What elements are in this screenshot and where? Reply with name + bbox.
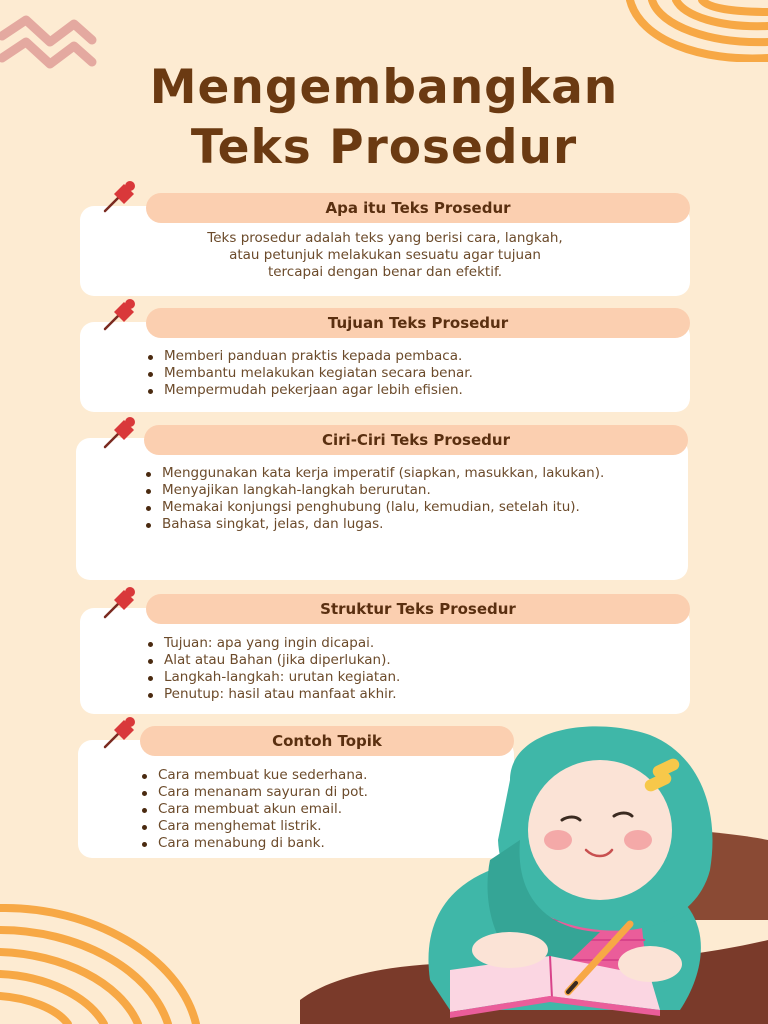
list-item: Cara membuat akun email. xyxy=(138,801,508,818)
definition-line: Teks prosedur adalah teks yang berisi cara, langkah, xyxy=(207,230,563,246)
list-item: Memberi panduan praktis kepada pembaca. xyxy=(144,348,664,365)
list-item: Penutup: hasil atau manfaat akhir. xyxy=(144,686,664,703)
list-item: Bahasa singkat, jelas, dan lugas. xyxy=(142,516,642,533)
pushpin-icon xyxy=(100,716,140,752)
definition-paragraph xyxy=(100,230,670,281)
list-item: Menyajikan langkah-langkah berurutan. xyxy=(142,482,642,499)
list-item: Langkah-langkah: urutan kegiatan. xyxy=(144,669,664,686)
list-item: Cara menabung di bank. xyxy=(138,835,508,852)
pushpin-icon xyxy=(100,416,140,452)
purpose-list xyxy=(144,348,664,399)
list-item: Memakai konjungsi penghubung (lalu, kemudian, setelah itu). xyxy=(142,499,642,516)
section-heading-characteristics: Ciri-Ciri Teks Prosedur xyxy=(144,425,688,455)
title-line-2: Teks Prosedur xyxy=(190,120,578,175)
list-item: Tujuan: apa yang ingin dicapai. xyxy=(144,635,664,652)
list-item: Membantu melakukan kegiatan secara benar. xyxy=(144,365,664,382)
section-heading-examples: Contoh Topik xyxy=(140,726,514,756)
page-title xyxy=(0,58,768,178)
characteristics-list xyxy=(142,465,642,533)
list-item: Cara menanam sayuran di pot. xyxy=(138,784,508,801)
list-item: Alat atau Bahan (jika diperlukan). xyxy=(144,652,664,669)
list-item: Mempermudah pekerjaan agar lebih efisien. xyxy=(144,382,664,399)
title-line-1: Mengembangkan xyxy=(149,60,619,115)
section-heading-definition: Apa itu Teks Prosedur xyxy=(146,193,690,223)
section-heading-purpose: Tujuan Teks Prosedur xyxy=(146,308,690,338)
arcs-decoration-top-right xyxy=(620,0,768,62)
list-item: Menggunakan kata kerja imperatif (siapkan, masukkan, lakukan). xyxy=(142,465,642,482)
section-heading-structure: Struktur Teks Prosedur xyxy=(146,594,690,624)
list-item: Cara menghemat listrik. xyxy=(138,818,508,835)
girl-writing-illustration xyxy=(300,720,768,1024)
pushpin-icon xyxy=(100,180,140,216)
list-item: Cara membuat kue sederhana. xyxy=(138,767,508,784)
definition-line: atau petunjuk melakukan sesuatu agar tujuan xyxy=(229,247,541,263)
arcs-decoration-bottom-left xyxy=(0,896,200,1024)
pushpin-icon xyxy=(100,586,140,622)
structure-list xyxy=(144,635,664,703)
pushpin-icon xyxy=(100,298,140,334)
definition-line: tercapai dengan benar dan efektif. xyxy=(267,264,503,280)
